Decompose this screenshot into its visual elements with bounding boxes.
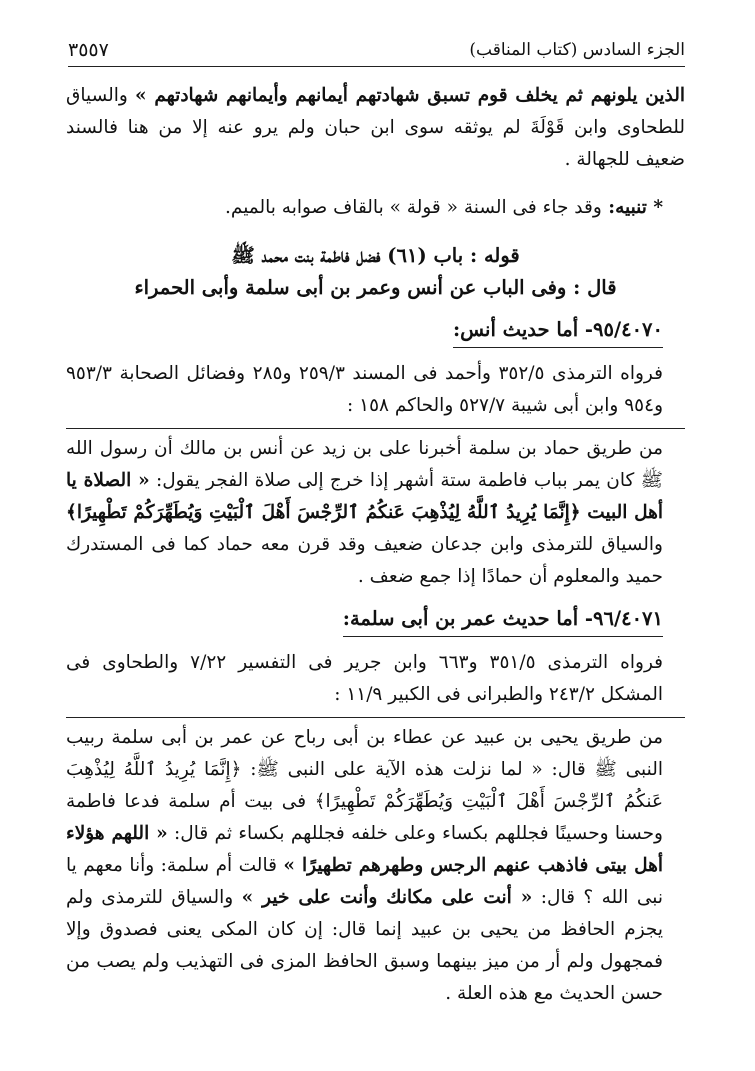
note-paragraph [66,192,685,224]
hadith-1-chain: من طريق حماد بن سلمة أخبرنا على بن زيد عن أنس بن مالك أن رسول الله ﷺ كان يمر بباب فاطمة ستة أشهر إذا خرج إلى صلاة الفجر يقول: [66,438,664,491]
hadith-1-heading: ٩٥/٤٠٧٠- أما حديث أنس: [453,314,663,348]
hadith-2-chain: من طريق يحيى بن عبيد عن عطاء بن أبى رباح عن عمر بن أبى سلمة ربيب النبى ﷺ قال: « لما نزلت هذه الآية على النبى ﷺ: [66,727,663,780]
hadith-2-heading: ٩٦/٤٠٧١- أما حديث عمر بن أبى سلمة: [343,603,663,637]
page-header [68,34,685,67]
hadith-2-heading-row [66,603,685,637]
hadith-2-prayer-quote: « اللهم هؤلاء أهل بيتى فاذهب عنهم الرجس وطهرهم تطهيرًا » [66,823,663,876]
note-label: * تنبيه: [601,197,663,218]
note-text: وقد جاء فى السنة « قولة » بالقاف صوابه بالميم. [225,197,602,218]
hadith-2-question: قالت أم سلمة: وأنا معهم يا نبى الله ؟ قال: [66,855,664,908]
hadith-2-text [66,722,685,1010]
hadith-1-heading-row [66,314,685,348]
paragraph-hadith-ending [66,80,685,176]
running-title: الجزء السادس (كتاب المناقب) [469,40,685,60]
section-divider-2 [66,717,685,718]
commentary-text: والسياق للطحاوى وابن قَوْلَةَ لم يوثقه سوى ابن حبان ولم يرو عنه إلا من هنا فالسند ضعيف للجهالة . [66,85,685,170]
hadith-1-commentary: والسياق للترمذى وابن جدعان ضعيف وقد قرن معه حماد كما فى المستدرك حميد والمعلوم أن حمادًا إذا جمع ضعف . [66,534,663,587]
hadith-1-sources: فرواه الترمذى ٣٥٢/٥ وأحمد فى المسند ٢٥٩/٣ و٢٨٥ وفضائل الصحابة ٩٥٣/٣ و٩٥٤ وابن أبى شيبة ٥٢٧/٧ والحاكم ١٥٨ : [66,363,663,416]
chapter-subheading: قال : وفى الباب عن أنس وعمر بن أبى سلمة وأبى الحمراء [134,276,617,299]
hadith-2-sources: فرواه الترمذى ٣٥١/٥ و٦٦٣ وابن جرير فى التفسير ٧/٢٢ والطحاوى فى المشكل ٢٤٣/٢ والطبرانى فى الكبير ١١/٩ : [66,652,663,705]
section-divider [66,428,685,429]
chapter-heading: قوله : باب (٦١) فضل فاطمة بنت محمد ﷺ [231,244,520,267]
quoted-text: الذين يلونهم ثم يخلف قوم تسبق شهادتهم أيمانهم وأيمانهم شهادتهم » [135,85,685,106]
page-body [66,80,685,1010]
page-number: ٣٥٥٧ [68,39,109,61]
hadith-2-answer-quote: « أنت على مكانك وأنت على خير » [241,887,533,908]
hadith-2-commentary: والسياق للترمذى ولم يجزم الحافظ من يحيى بن عبيد إنما قال: إن كان المكى يعنى فصدوق وإلا فمجهول ولم أر من ميز بينهما وسبق الحافظ المزى فى التهذيب ولم يصب من حسن الحديث مع هذه العلة . [66,887,663,1004]
hadith-1-text [66,433,685,593]
hadith-2-verse: ﴿إِنَّمَا يُرِيدُ ٱللَّهُ لِيُذْهِبَ عَنكُمُ ٱلرِّجْسَ أَهْلَ ٱلْبَيْتِ وَيُطَهِّرَكُمْ تَطْهِيرًا﴾ [66,759,663,812]
hadith-1-quote: « الصلاة يا أهل البيت ﴿إِنَّمَا يُرِيدُ ٱللَّهُ لِيُذْهِبَ عَنكُمُ ٱلرِّجْسَ أَهْلَ ٱلْبَيْتِ وَيُطَهِّرَكُمْ تَطْهِيرًا﴾ [66,470,663,523]
hadith-2-narration: فى بيت أم سلمة فدعا فاطمة وحسنا وحسينًا فجللهم بكساء وعلى خلفه فجللهم بكساء ثم قال: [66,791,663,844]
